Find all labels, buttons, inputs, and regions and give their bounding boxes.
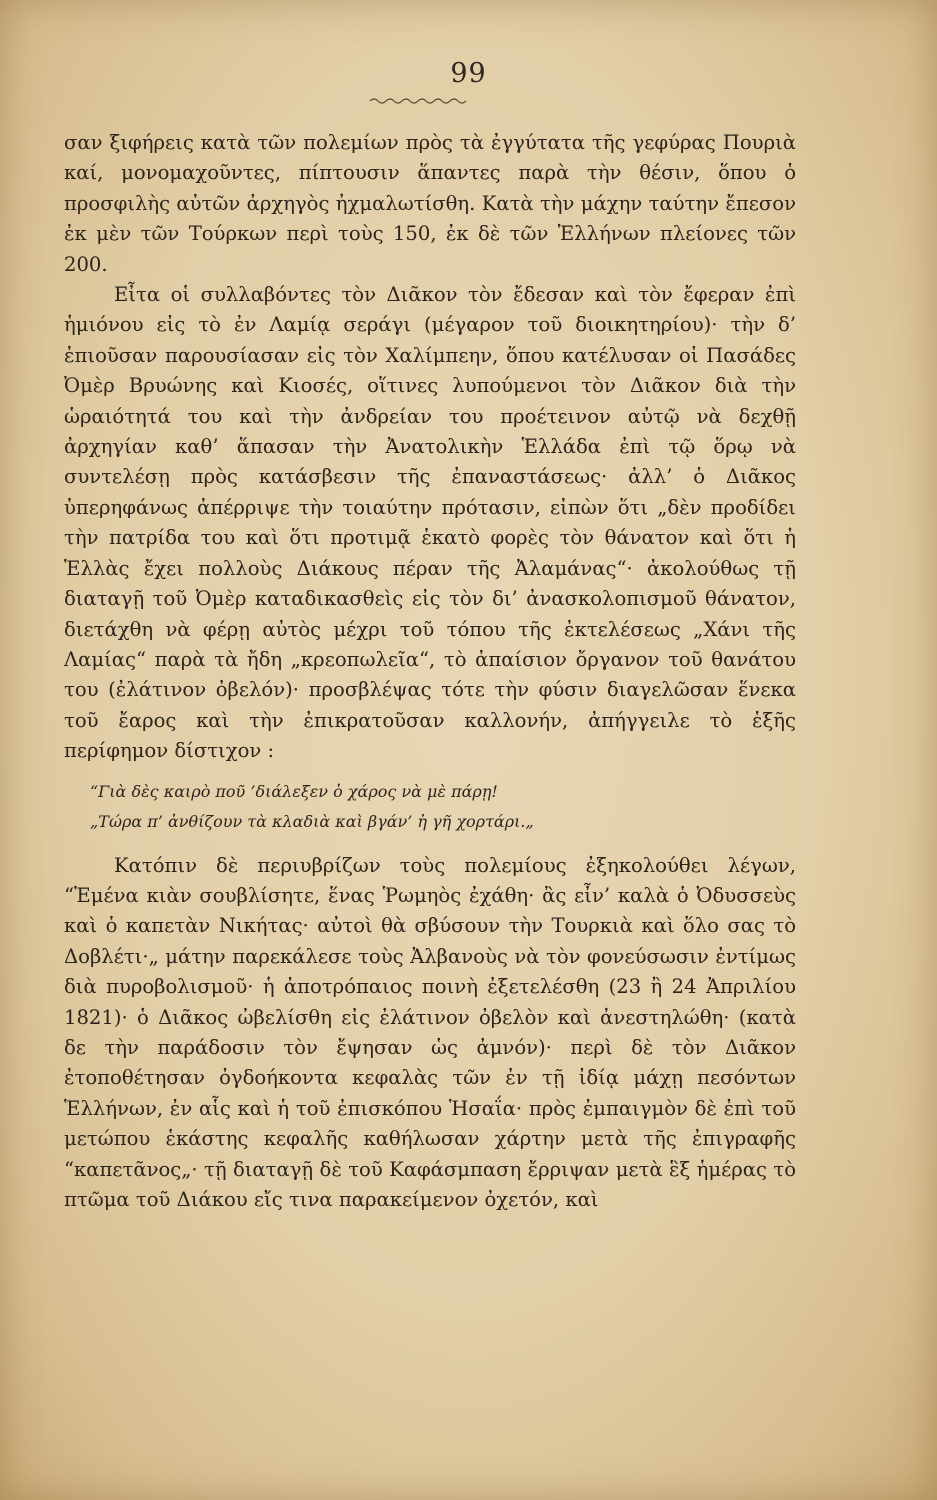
- paragraph-3: Κατόπιν δὲ περιυβρίζων τοὺς πολεμίους ἐξηκολούθει λέγων, “Ἐμένα κιὰν σουβλίσητε, ἕνας Ῥωμηὸς ἐχάθη· ἂς εἶν’ καλὰ ὁ Ὀδυσσεὺς καὶ ὁ καπετὰν Νικήτας· αὐτοὶ θὰ σβύσουν τὴν Τουρκιὰ καὶ ὅλο σας τὸ Δοβλέτι·„ μάτην παρεκάλεσε τοὺς Ἀλβανοὺς νὰ τὸν φονεύσωσιν ἐντίμως διὰ πυροβολισμοῦ· ἡ ἀποτρόπαιος ποινὴ ἐξετελέσθη (23 ἢ 24 Ἀπριλίου 1821)· ὁ Διᾶκος ὠβελίσθη εἰς ἐλάτινον ὀβελὸν καὶ ἀνεστηλώθη· (κατὰ δε τὴν παράδοσιν τὸν ἔψησαν ὡς ἀμνόν)· περὶ δὲ τὸν Διᾶκον ἐτοποθέτησαν ὀγδοήκοντα κεφαλὰς τῶν ἐν τῇ ἰδίᾳ μάχῃ πεσόντων Ἑλλήνων, ἐν αἷς καὶ ἡ τοῦ ἐπισκόπου Ἡσαΐα· πρὸς ἐμπαιγμὸν δὲ ἐπὶ τοῦ μετώπου ἑκάστης κεφαλῆς καθήλωσαν χάρτην μετὰ τῆς ἐπιγραφῆς “καπετᾶνος„· τῇ διαταγῇ δὲ τοῦ Καφάσμπαση ἔρριψαν μετὰ ἓξ ἡμέρας τὸ πτῶμα τοῦ Διάκου εἴς τινα παρακείμενον ὀχετόν, καὶ: [64, 853, 796, 1211]
- page-number: 99: [450, 58, 487, 89]
- paragraph-2: Εἶτα οἱ συλλαβόντες τὸν Διᾶκον τὸν ἔδεσαν καὶ τὸν ἔφεραν ἐπὶ ἡμιόνου εἰς τὸ ἐν Λαμίᾳ σεράγι (μέγαρον τοῦ διοικητηρίου)· τὴν δ’ ἐπιοῦσαν παρουσίασαν εἰς τὸν Χαλίμπεην, ὅπου κατέλυσαν οἱ Πασάδες Ὀμὲρ Βρυώνης καὶ Κιοσές, οἵτινες λυπούμενοι τὸν Διᾶκον διὰ τὴν ὡραιότητά του καὶ τὴν ἀνδρείαν του προέτεινον αὐτῷ νὰ δεχθῇ ἀρχηγίαν καθ’ ἅπασαν τὴν Ἀνατολικὴν Ἑλλάδα ἐπὶ τῷ ὅρῳ νὰ συντελέσῃ πρὸς κατάσβεσιν τῆς ἐπαναστάσεως· ἀλλ’ ὁ Διᾶκος ὑπερηφάνως ἀπέρριψε τὴν τοιαύτην πρότασιν, εἰπὼν ὅτι „δὲν προδίδει τὴν πατρίδα του καὶ ὅτι προτιμᾷ ἑκατὸ φορὲς τὸν θάνατον καὶ ὅτι ἡ Ἑλλὰς ἔχει πολλοὺς Διάκους πέραν τῆς Ἀλαμάνας“· ἀκολούθως τῇ διαταγῇ τοῦ Ὀμὲρ καταδικασθεὶς εἰς τὸν δι’ ἀνασκολοπισμοῦ θάνατον, διετάχθη νὰ φέρῃ αὐτὸς μέχρι τοῦ τόπου τῆς ἐκτελέσεως „Χάνι τῆς Λαμίας“ παρὰ τὰ ἤδη „κρεοπωλεῖα“, τὸ ἀπαίσιον ὄργανον τοῦ θανάτου του (ἐλάτινον ὀβελόν)· προσβλέψας τότε τὴν φύσιν διαγελῶσαν ἕνεκα τοῦ ἔαρος καὶ τὴν ἐπικρατοῦσαν καλλονήν, ἀπήγγειλε τὸ ἑξῆς περίφημον δίστιχον :: [64, 283, 796, 763]
- paragraph-1: σαν ξιφήρεις κατὰ τῶν πολεμίων πρὸς τὰ ἐγγύτατα τῆς γεφύρας Πουριὰ καί, μονομαχοῦντες, πίπτουσιν ἅπαντες παρὰ τὴν θέσιν, ὅπου ὁ προσφιλὴς αὐτῶν ἀρχηγὸς ἠχμαλωτίσθη. Κατὰ τὴν μάχην ταύτην ἔπεσον ἐκ μὲν τῶν Τούρκων περὶ τοὺς 150, ἐκ δὲ τῶν Ἑλλήνων πλείονες τῶν 200.: [64, 131, 796, 276]
- quote-line-1: “Γιὰ δὲς καιρὸ ποῦ ’διάλεξεν ὁ χάρος νὰ μὲ πάρῃ!: [90, 781, 498, 801]
- quote-line-2: „Τώρα π’ ἀνθίζουν τὰ κλαδιὰ καὶ βγάν’ ἡ γῆ χορτάρι.„: [90, 811, 534, 831]
- wavy-ornament-icon: [368, 96, 468, 106]
- body-text: [64, 128, 796, 1215]
- distich-quote: [64, 777, 796, 837]
